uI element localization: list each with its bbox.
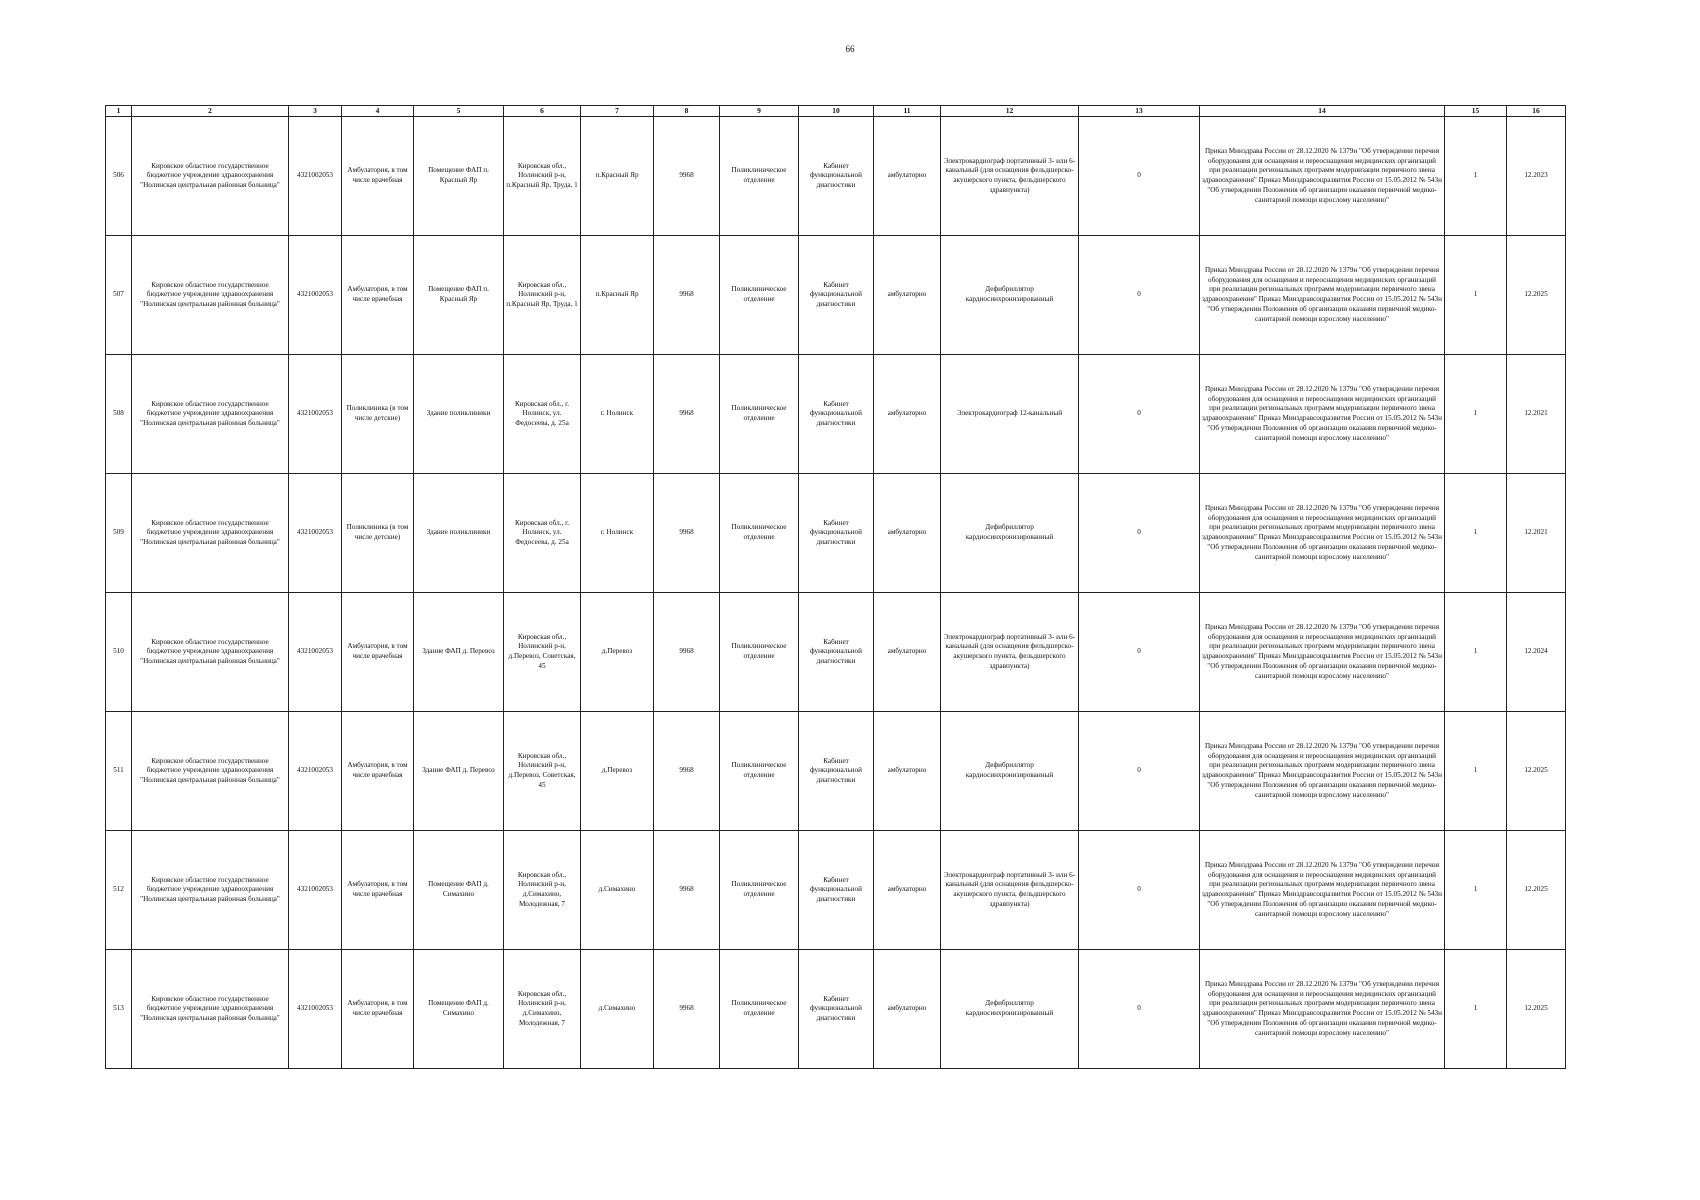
table-cell-col-13: 0 xyxy=(1079,355,1200,474)
table-cell-col-6: Кировская обл., Нолинский р-н, п.Красный Яр, Труда, 1 xyxy=(504,236,581,355)
table-cell-col-8: 9968 xyxy=(654,950,720,1069)
table-cell-col-15: 1 xyxy=(1445,950,1507,1069)
table-cell-col-9: Поликлиническое отделение xyxy=(720,950,799,1069)
column-header-3: 3 xyxy=(289,106,342,117)
table-cell-col-9: Поликлиническое отделение xyxy=(720,831,799,950)
column-header-9: 9 xyxy=(720,106,799,117)
table-cell-col-12: Дефибриллятор кардиосинхронизированный xyxy=(941,950,1079,1069)
table-cell-col-13: 0 xyxy=(1079,474,1200,593)
table-cell-col-14: Приказ Минздрава России от 28.12.2020 № 1379н "Об утверждении перечня оборудования для оснащения и переоснащения медицинских организаций при реализации региональных программ модернизации первичного звена здравоохранения" Приказ Минздравсоцразвития России от 15.05.2012 № 543н "Об утверждении Положения об организации оказания первичной медико-санитарной помощи взрослому населению" xyxy=(1200,831,1445,950)
table-cell-col-16: 12.2025 xyxy=(1507,831,1566,950)
table-cell-col-5: Здание ФАП д. Перевоз xyxy=(414,712,504,831)
table-cell-col-14: Приказ Минздрава России от 28.12.2020 № 1379н "Об утверждении перечня оборудования для оснащения и переоснащения медицинских организаций при реализации региональных программ модернизации первичного звена здравоохранения" Приказ Минздравсоцразвития России от 15.05.2012 № 543н "Об утверждении Положения об организации оказания первичной медико-санитарной помощи взрослому населению" xyxy=(1200,236,1445,355)
table-cell-col-2: Кировское областное государственное бюджетное учреждение здравоохранения "Нолинская центральная районная больница" xyxy=(132,831,289,950)
table-cell-col-5: Помещение ФАП п. Красный Яр xyxy=(414,117,504,236)
table-cell-col-3: 4321002053 xyxy=(289,236,342,355)
table-cell-col-15: 1 xyxy=(1445,236,1507,355)
table-cell-col-14: Приказ Минздрава России от 28.12.2020 № 1379н "Об утверждении перечня оборудования для оснащения и переоснащения медицинских организаций при реализации региональных программ модернизации первичного звена здравоохранения" Приказ Минздравсоцразвития России от 15.05.2012 № 543н "Об утверждении Положения об организации оказания первичной медико-санитарной помощи взрослому населению" xyxy=(1200,355,1445,474)
table-cell-col-7: г. Нолинск xyxy=(581,355,654,474)
table-cell-col-5: Здание ФАП д. Перевоз xyxy=(414,593,504,712)
header-row xyxy=(106,106,1566,117)
table-cell-col-7: д.Перевоз xyxy=(581,593,654,712)
table-cell-col-11: амбулаторно xyxy=(874,831,941,950)
table-cell-col-4: Амбулатория, в том числе врачебная xyxy=(342,831,414,950)
table-cell-col-11: амбулаторно xyxy=(874,236,941,355)
column-header-16: 16 xyxy=(1507,106,1566,117)
table-cell-col-15: 1 xyxy=(1445,712,1507,831)
page-number: 66 xyxy=(845,44,855,54)
table-cell-col-6: Кировская обл., Нолинский р-н, д.Симахино, Молодежная, 7 xyxy=(504,831,581,950)
table-cell-col-8: 9968 xyxy=(654,474,720,593)
table-cell-col-10: Кабинет функциональной диагностики xyxy=(799,712,874,831)
table-cell-col-7: д.Симахино xyxy=(581,950,654,1069)
table-cell-col-3: 4321002053 xyxy=(289,831,342,950)
table-cell-col-5: Здание поликлиники xyxy=(414,474,504,593)
table-cell-col-16: 12.2025 xyxy=(1507,712,1566,831)
table-cell-col-13: 0 xyxy=(1079,950,1200,1069)
table-cell-col-13: 0 xyxy=(1079,593,1200,712)
table-cell-col-7: г. Нолинск xyxy=(581,474,654,593)
column-header-12: 12 xyxy=(941,106,1079,117)
table-cell-col-1: 508 xyxy=(106,355,132,474)
table-cell-col-11: амбулаторно xyxy=(874,950,941,1069)
table-cell-col-13: 0 xyxy=(1079,117,1200,236)
table-cell-col-3: 4321002053 xyxy=(289,355,342,474)
table-cell-col-3: 4321002053 xyxy=(289,950,342,1069)
table-cell-col-14: Приказ Минздрава России от 28.12.2020 № 1379н "Об утверждении перечня оборудования для оснащения и переоснащения медицинских организаций при реализации региональных программ модернизации первичного звена здравоохранения" Приказ Минздравсоцразвития России от 15.05.2012 № 543н "Об утверждении Положения об организации оказания первичной медико-санитарной помощи взрослому населению" xyxy=(1200,712,1445,831)
table-cell-col-11: амбулаторно xyxy=(874,593,941,712)
column-header-15: 15 xyxy=(1445,106,1507,117)
table-cell-col-9: Поликлиническое отделение xyxy=(720,593,799,712)
table-cell-col-15: 1 xyxy=(1445,831,1507,950)
table-cell-col-15: 1 xyxy=(1445,593,1507,712)
equipment-table xyxy=(105,105,1566,1069)
column-header-7: 7 xyxy=(581,106,654,117)
table-cell-col-16: 12.2021 xyxy=(1507,474,1566,593)
table-cell-col-2: Кировское областное государственное бюджетное учреждение здравоохранения "Нолинская центральная районная больница" xyxy=(132,355,289,474)
table-cell-col-7: д.Перевоз xyxy=(581,712,654,831)
table-cell-col-12: Электрокардиограф портативный 3- или 6-канальный (для оснащения фельдшерско-акушерского пункта, фельдшерского здравпункта) xyxy=(941,831,1079,950)
table-cell-col-10: Кабинет функциональной диагностики xyxy=(799,117,874,236)
table-cell-col-9: Поликлиническое отделение xyxy=(720,474,799,593)
table-cell-col-10: Кабинет функциональной диагностики xyxy=(799,593,874,712)
table-cell-col-13: 0 xyxy=(1079,236,1200,355)
table-cell-col-7: д.Симахино xyxy=(581,831,654,950)
table-row xyxy=(106,950,1566,1069)
table-cell-col-2: Кировское областное государственное бюджетное учреждение здравоохранения "Нолинская центральная районная больница" xyxy=(132,236,289,355)
column-header-11: 11 xyxy=(874,106,941,117)
table-cell-col-12: Дефибриллятор кардиосинхронизированный xyxy=(941,712,1079,831)
table-cell-col-2: Кировское областное государственное бюджетное учреждение здравоохранения "Нолинская центральная районная больница" xyxy=(132,712,289,831)
table-cell-col-14: Приказ Минздрава России от 28.12.2020 № 1379н "Об утверждении перечня оборудования для оснащения и переоснащения медицинских организаций при реализации региональных программ модернизации первичного звена здравоохранения" Приказ Минздравсоцразвития России от 15.05.2012 № 543н "Об утверждении Положения об организации оказания первичной медико-санитарной помощи взрослому населению" xyxy=(1200,593,1445,712)
table-cell-col-1: 509 xyxy=(106,474,132,593)
table-cell-col-15: 1 xyxy=(1445,117,1507,236)
table-cell-col-11: амбулаторно xyxy=(874,117,941,236)
table-cell-col-4: Поликлиника (в том числе детские) xyxy=(342,474,414,593)
table-cell-col-3: 4321002053 xyxy=(289,712,342,831)
table-cell-col-9: Поликлиническое отделение xyxy=(720,355,799,474)
table-cell-col-1: 513 xyxy=(106,950,132,1069)
table-cell-col-8: 9968 xyxy=(654,593,720,712)
column-header-10: 10 xyxy=(799,106,874,117)
table-cell-col-4: Амбулатория, в том числе врачебная xyxy=(342,117,414,236)
table-cell-col-10: Кабинет функциональной диагностики xyxy=(799,950,874,1069)
table-cell-col-15: 1 xyxy=(1445,355,1507,474)
table-cell-col-11: амбулаторно xyxy=(874,474,941,593)
table-cell-col-8: 9968 xyxy=(654,236,720,355)
table-cell-col-15: 1 xyxy=(1445,474,1507,593)
table-cell-col-13: 0 xyxy=(1079,831,1200,950)
table-cell-col-2: Кировское областное государственное бюджетное учреждение здравоохранения "Нолинская центральная районная больница" xyxy=(132,474,289,593)
table-cell-col-1: 507 xyxy=(106,236,132,355)
table-cell-col-16: 12.2023 xyxy=(1507,117,1566,236)
column-header-13: 13 xyxy=(1079,106,1200,117)
table-cell-col-5: Помещение ФАП д. Симахино xyxy=(414,831,504,950)
table-cell-col-12: Дефибриллятор кардиосинхронизированный xyxy=(941,474,1079,593)
table-cell-col-8: 9968 xyxy=(654,355,720,474)
column-header-2: 2 xyxy=(132,106,289,117)
table-cell-col-12: Дефибриллятор кардиосинхронизированный xyxy=(941,236,1079,355)
table-cell-col-10: Кабинет функциональной диагностики xyxy=(799,355,874,474)
table-cell-col-13: 0 xyxy=(1079,712,1200,831)
table-row xyxy=(106,593,1566,712)
table-cell-col-10: Кабинет функциональной диагностики xyxy=(799,474,874,593)
table-cell-col-3: 4321002053 xyxy=(289,474,342,593)
column-header-4: 4 xyxy=(342,106,414,117)
table-cell-col-12: Электрокардиограф портативный 3- или 6-канальный (для оснащения фельдшерско-акушерского пункта, фельдшерского здравпункта) xyxy=(941,117,1079,236)
table-cell-col-11: амбулаторно xyxy=(874,712,941,831)
table-row xyxy=(106,831,1566,950)
table-cell-col-4: Поликлиника (в том числе детские) xyxy=(342,355,414,474)
table-cell-col-4: Амбулатория, в том числе врачебная xyxy=(342,950,414,1069)
table-cell-col-6: Кировская обл., Нолинский р-н, д.Симахино, Молодежная, 7 xyxy=(504,950,581,1069)
table-cell-col-7: п.Красный Яр xyxy=(581,117,654,236)
table-cell-col-8: 9968 xyxy=(654,117,720,236)
table-cell-col-9: Поликлиническое отделение xyxy=(720,236,799,355)
table-cell-col-2: Кировское областное государственное бюджетное учреждение здравоохранения "Нолинская центральная районная больница" xyxy=(132,593,289,712)
table-cell-col-5: Здание поликлиники xyxy=(414,355,504,474)
table-cell-col-16: 12.2025 xyxy=(1507,950,1566,1069)
column-header-1: 1 xyxy=(106,106,132,117)
table-cell-col-5: Помещение ФАП п. Красный Яр xyxy=(414,236,504,355)
table-cell-col-6: Кировская обл., г. Нолинск, ул. Федосеева, д. 25а xyxy=(504,474,581,593)
table-row xyxy=(106,474,1566,593)
table-cell-col-4: Амбулатория, в том числе врачебная xyxy=(342,236,414,355)
column-header-14: 14 xyxy=(1200,106,1445,117)
table-row xyxy=(106,236,1566,355)
table-cell-col-1: 506 xyxy=(106,117,132,236)
table-cell-col-1: 512 xyxy=(106,831,132,950)
table-cell-col-12: Электрокардиограф портативный 3- или 6-канальный (для оснащения фельдшерско-акушерского пункта, фельдшерского здравпункта) xyxy=(941,593,1079,712)
table-cell-col-3: 4321002053 xyxy=(289,117,342,236)
table-cell-col-10: Кабинет функциональной диагностики xyxy=(799,236,874,355)
table-cell-col-6: Кировская обл., г. Нолинск, ул. Федосеева, д. 25а xyxy=(504,355,581,474)
table-cell-col-11: амбулаторно xyxy=(874,355,941,474)
table-cell-col-16: 12.2025 xyxy=(1507,236,1566,355)
table-row xyxy=(106,117,1566,236)
column-header-6: 6 xyxy=(504,106,581,117)
table-cell-col-14: Приказ Минздрава России от 28.12.2020 № 1379н "Об утверждении перечня оборудования для оснащения и переоснащения медицинских организаций при реализации региональных программ модернизации первичного звена здравоохранения" Приказ Минздравсоцразвития России от 15.05.2012 № 543н "Об утверждении Положения об организации оказания первичной медико-санитарной помощи взрослому населению" xyxy=(1200,117,1445,236)
table-cell-col-3: 4321002053 xyxy=(289,593,342,712)
table-cell-col-6: Кировская обл., Нолинский р-н, п.Красный Яр, Труда, 1 xyxy=(504,117,581,236)
table-cell-col-2: Кировское областное государственное бюджетное учреждение здравоохранения "Нолинская центральная районная больница" xyxy=(132,950,289,1069)
table-cell-col-8: 9968 xyxy=(654,831,720,950)
table-row xyxy=(106,355,1566,474)
table-cell-col-7: п.Красный Яр xyxy=(581,236,654,355)
table-cell-col-2: Кировское областное государственное бюджетное учреждение здравоохранения "Нолинская центральная районная больница" xyxy=(132,117,289,236)
column-header-8: 8 xyxy=(654,106,720,117)
table-cell-col-14: Приказ Минздрава России от 28.12.2020 № 1379н "Об утверждении перечня оборудования для оснащения и переоснащения медицинских организаций при реализации региональных программ модернизации первичного звена здравоохранения" Приказ Минздравсоцразвития России от 15.05.2012 № 543н "Об утверждении Положения об организации оказания первичной медико-санитарной помощи взрослому населению" xyxy=(1200,950,1445,1069)
table-cell-col-4: Амбулатория, в том числе врачебная xyxy=(342,712,414,831)
table-cell-col-4: Амбулатория, в том числе врачебная xyxy=(342,593,414,712)
table-cell-col-6: Кировская обл., Нолинский р-н, д.Перевоз, Советская, 45 xyxy=(504,712,581,831)
table-cell-col-10: Кабинет функциональной диагностики xyxy=(799,831,874,950)
column-header-5: 5 xyxy=(414,106,504,117)
table-cell-col-9: Поликлиническое отделение xyxy=(720,712,799,831)
table-cell-col-5: Помещение ФАП д. Симахино xyxy=(414,950,504,1069)
table-cell-col-1: 511 xyxy=(106,712,132,831)
table-row xyxy=(106,712,1566,831)
table-cell-col-12: Электрокардиограф 12-канальный xyxy=(941,355,1079,474)
table-cell-col-9: Поликлиническое отделение xyxy=(720,117,799,236)
table-cell-col-6: Кировская обл., Нолинский р-н, д.Перевоз, Советская, 45 xyxy=(504,593,581,712)
table-cell-col-14: Приказ Минздрава России от 28.12.2020 № 1379н "Об утверждении перечня оборудования для оснащения и переоснащения медицинских организаций при реализации региональных программ модернизации первичного звена здравоохранения" Приказ Минздравсоцразвития России от 15.05.2012 № 543н "Об утверждении Положения об организации оказания первичной медико-санитарной помощи взрослому населению" xyxy=(1200,474,1445,593)
table-cell-col-1: 510 xyxy=(106,593,132,712)
table-cell-col-16: 12.2021 xyxy=(1507,355,1566,474)
table-cell-col-8: 9968 xyxy=(654,712,720,831)
table-cell-col-16: 12.2024 xyxy=(1507,593,1566,712)
